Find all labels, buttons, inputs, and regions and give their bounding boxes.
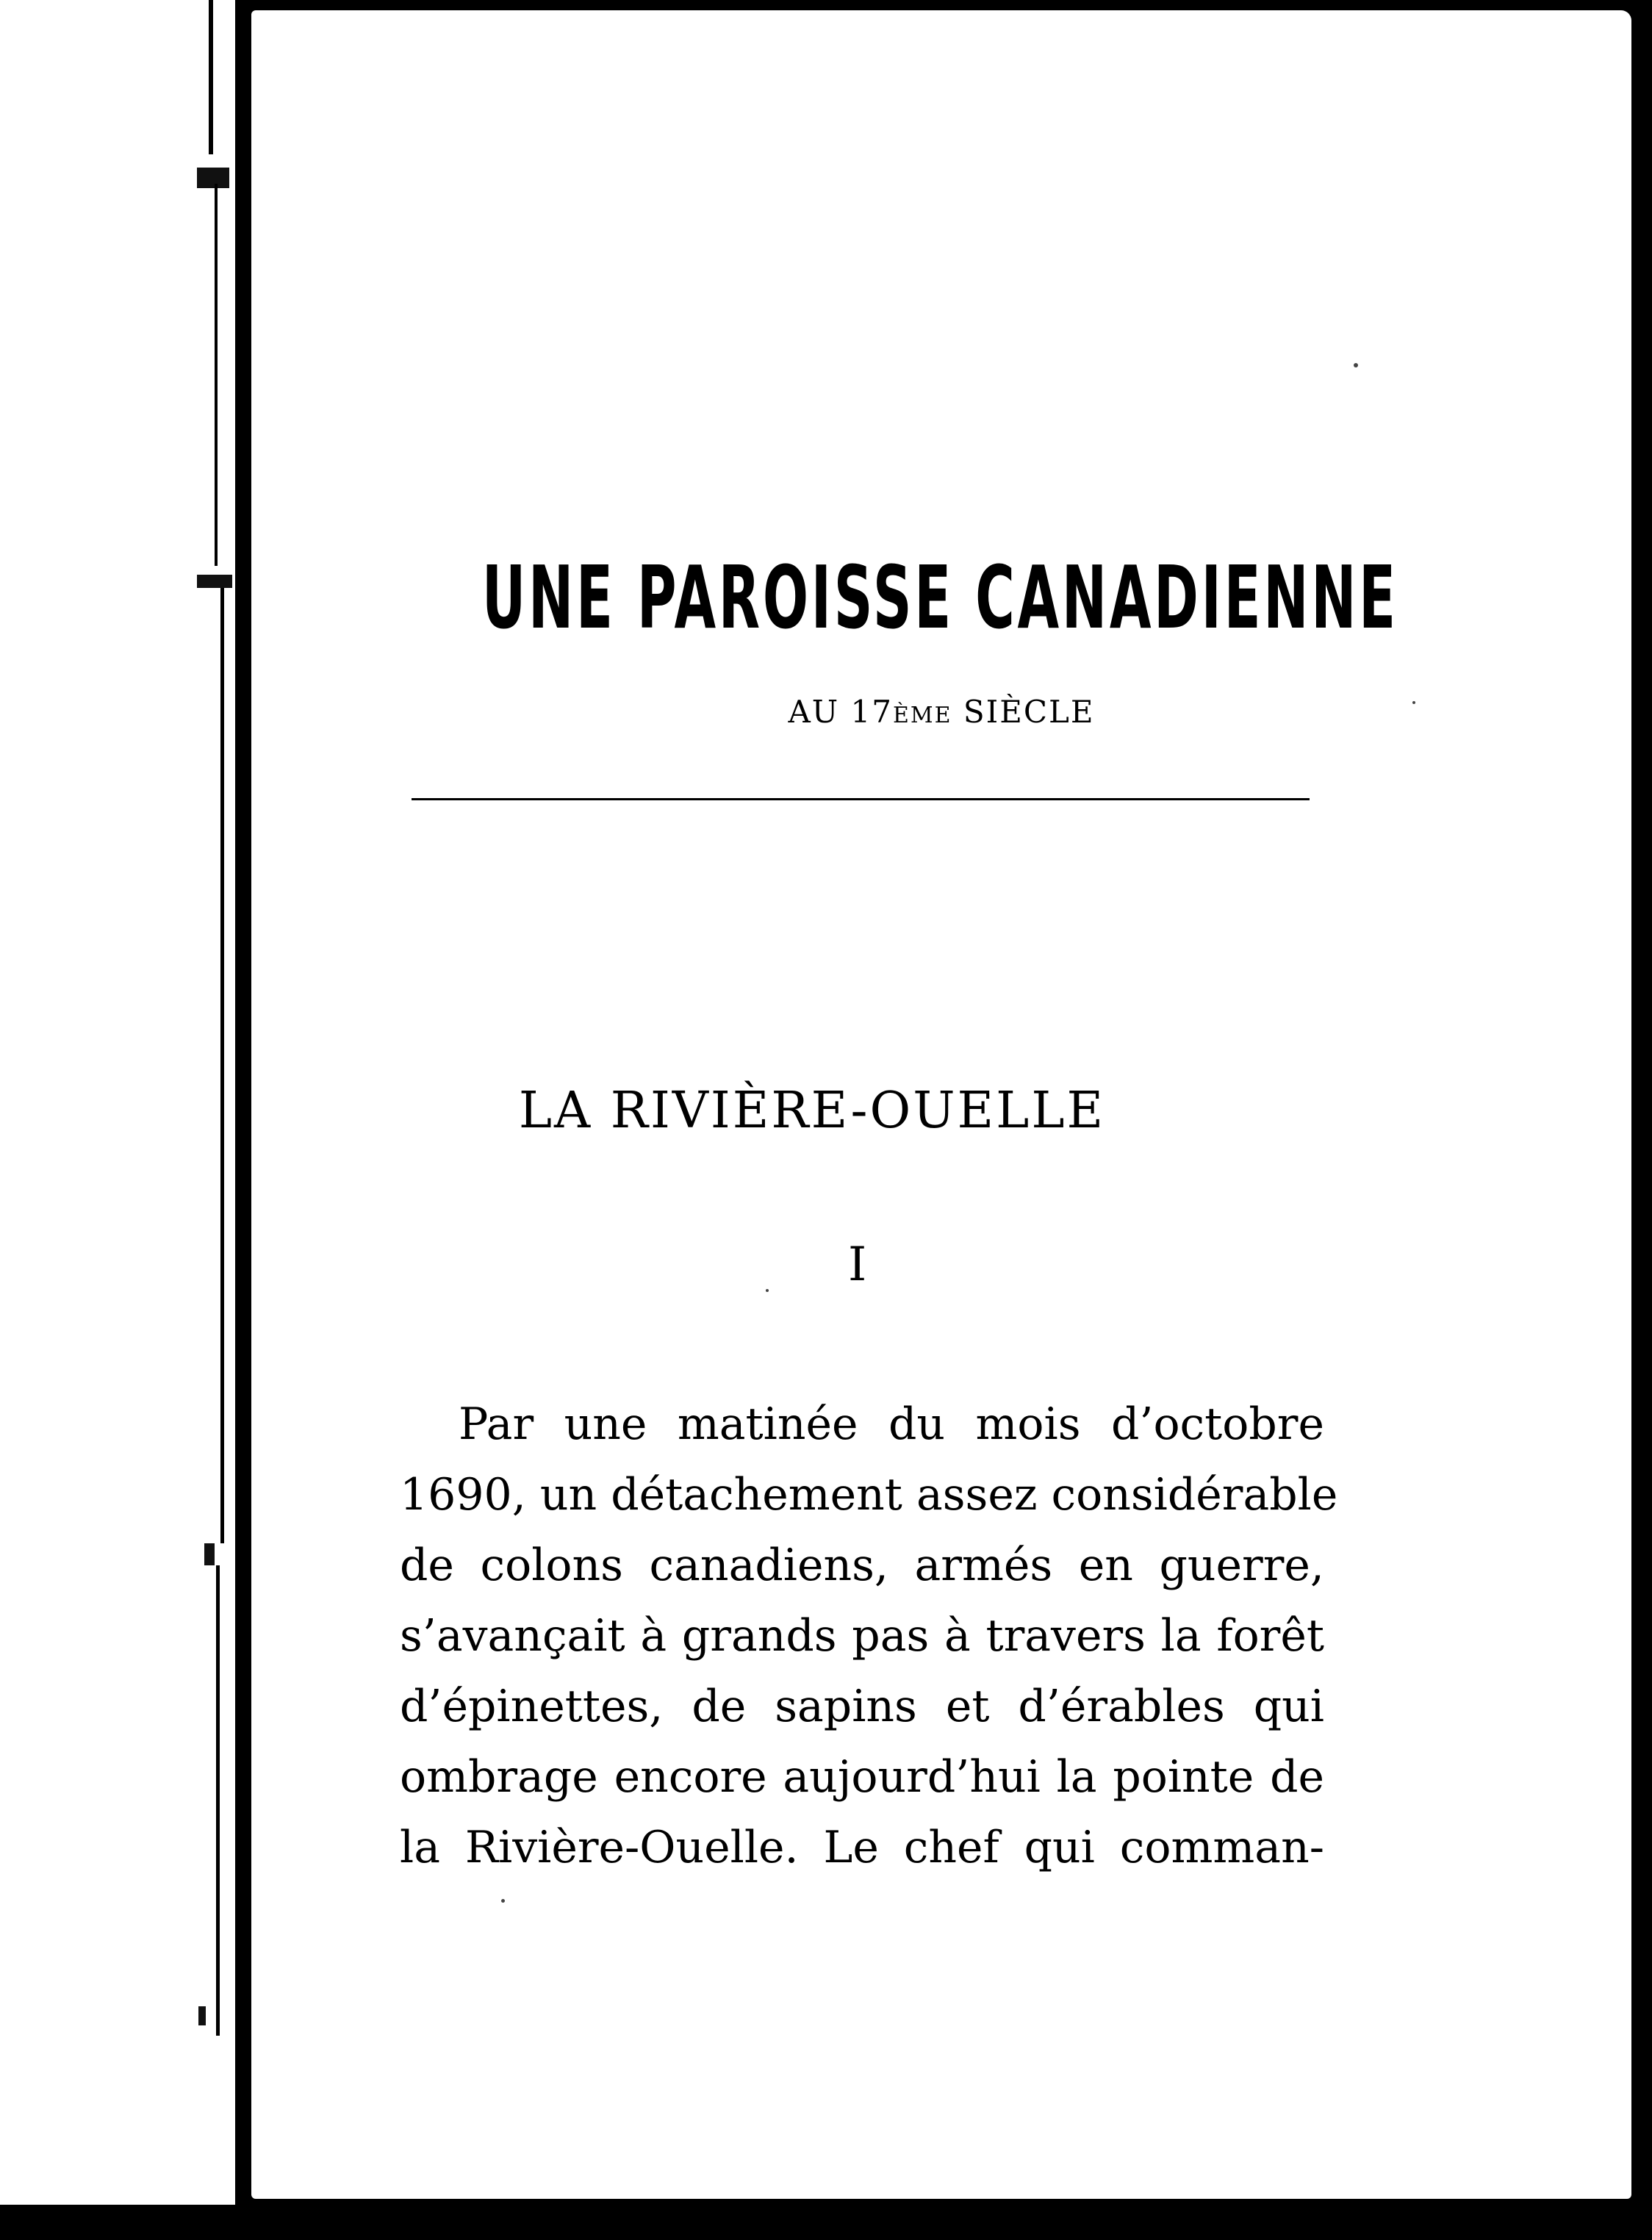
subtitle-suffix: SIÈCLE (952, 694, 1095, 730)
gutter-mark (197, 575, 232, 588)
body-line: la Rivière-Ouelle. Le chef qui comman- (400, 1822, 1324, 1873)
gutter-mark (197, 168, 229, 188)
body-line: ombrage encore aujourd’hui la pointe de (400, 1751, 1324, 1803)
title-divider (412, 798, 1310, 800)
paper-speck (501, 1899, 505, 1903)
section-heading: LA RIVIÈRE-OUELLE (518, 1082, 1106, 1140)
body-line: s’avançait à grands pas à travers la forêt (400, 1610, 1324, 1662)
gutter-mark (198, 2006, 206, 2025)
book-page (251, 10, 1631, 2199)
paper-speck (1354, 363, 1358, 367)
body-line: de colons canadiens, armés en guerre, (400, 1540, 1324, 1591)
body-paragraph (400, 1389, 1338, 1883)
previous-page-margin (0, 0, 250, 2205)
page-title: UNE PAROISSE CANADIENNE (481, 547, 1398, 648)
chapter-numeral: I (848, 1238, 867, 1292)
gutter-line (220, 588, 224, 1543)
binding-gap (235, 0, 251, 2240)
body-line: Par une matinée du mois d’octobre (459, 1399, 1324, 1450)
gutter-line (216, 1565, 220, 2036)
subtitle-ordinal: ÈME (892, 703, 952, 728)
paper-speck (766, 1289, 769, 1292)
body-line: d’épinettes, de sapins et d’érables qui (400, 1681, 1324, 1732)
gutter-line (215, 184, 218, 566)
subtitle-prefix: AU 17 (788, 694, 893, 730)
page-subtitle (251, 694, 1631, 730)
gutter-line (209, 0, 213, 154)
page-bottom-edge (251, 2199, 1652, 2240)
gutter-mark (204, 1543, 215, 1565)
body-line: 1690, un détachement assez considérable (400, 1469, 1338, 1521)
paper-speck (1412, 701, 1415, 704)
